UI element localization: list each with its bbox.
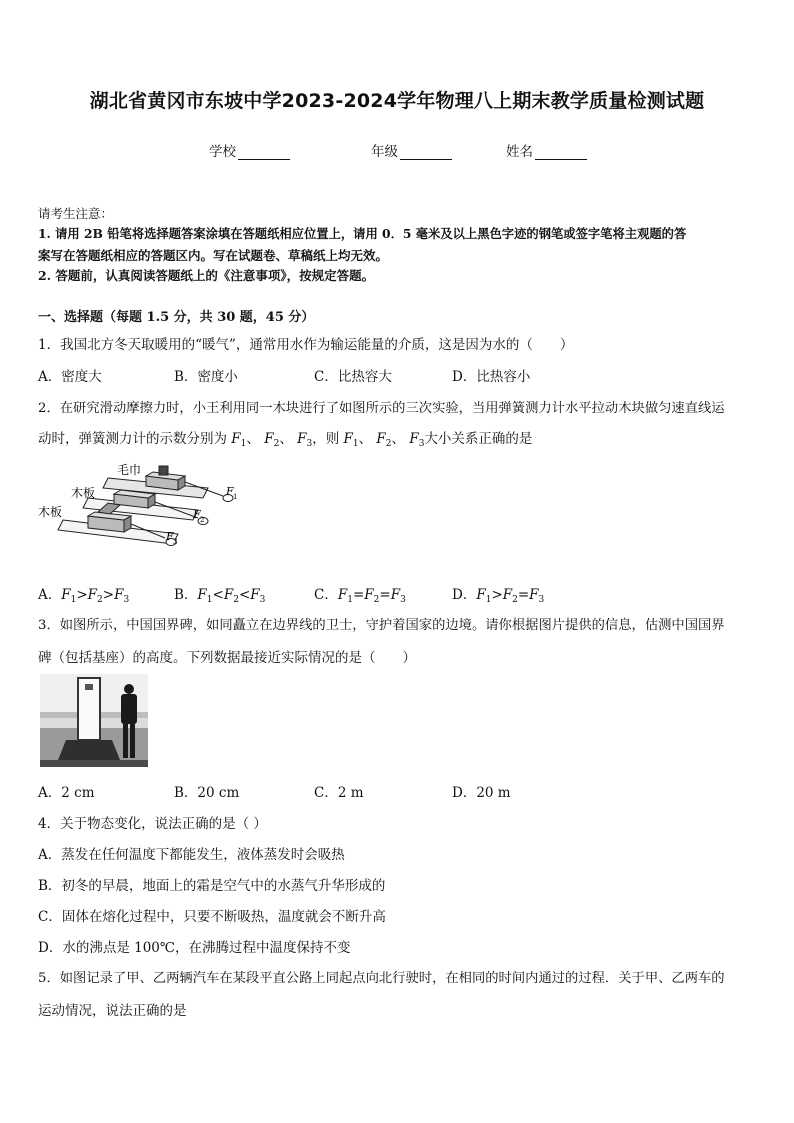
name-label: 姓名 xyxy=(506,144,533,160)
name-field xyxy=(506,140,587,160)
grade-field xyxy=(371,140,452,160)
q1-option-a[interactable]: A．密度大 xyxy=(38,369,102,385)
q2-option-d[interactable]: D．$F_1>F_2=F_3$ xyxy=(452,587,545,605)
notice-heading: 请考生注意： xyxy=(38,206,114,221)
q5-stem-line2: 运动情况，说法正确的是 xyxy=(38,1003,187,1019)
q3-option-a[interactable]: A．2 cm xyxy=(38,785,95,801)
q4-option-c[interactable]: C．固体在熔化过程中，只要不断吸热，温度就会不断升高 xyxy=(38,909,386,925)
q2-option-a[interactable]: A．$F_1>F_2>F_3$ xyxy=(38,587,130,605)
q3-option-d[interactable]: D．20 m xyxy=(452,785,511,801)
q4-stem: 4．关于物态变化，说法正确的是（ ） xyxy=(38,816,267,832)
q1-option-b[interactable]: B．密度小 xyxy=(174,369,238,385)
label-wood-2: 木板 xyxy=(38,505,63,519)
school-label: 学校 xyxy=(209,144,236,160)
section-heading: 一、选择题（每题 1.5 分，共 30 题，45 分） xyxy=(38,310,315,325)
q3-boundary-photo xyxy=(40,674,148,767)
q4-option-b[interactable]: B．初冬的早晨，地面上的霜是空气中的水蒸气升华形成的 xyxy=(38,878,386,894)
page-title: 湖北省黄冈市东坡中学2023-2024学年物理八上期末教学质量检测试题 xyxy=(89,90,705,112)
label-wood-1: 木板 xyxy=(71,486,96,500)
name-blank[interactable] xyxy=(535,145,587,160)
q1-option-c[interactable]: C．比热容大 xyxy=(314,369,392,385)
q4-option-d[interactable]: D．水的沸点是 100℃，在沸腾过程中温度保持不变 xyxy=(38,940,351,956)
label-towel: 毛巾 xyxy=(117,463,142,477)
q3-stem-line2: 碑（包括基座）的高度。下列数据最接近实际情况的是（ ） xyxy=(38,650,416,666)
label-f1-sub: 1 xyxy=(233,493,238,501)
label-f2-sub: 2 xyxy=(200,516,205,524)
school-blank[interactable] xyxy=(238,145,290,160)
grade-blank[interactable] xyxy=(400,145,452,160)
q3-option-b[interactable]: B．20 cm xyxy=(174,785,240,801)
q5-stem-line1: 5．如图记录了甲、乙两辆汽车在某段平直公路上同起点向北行驶时，在相同的时间内通过的过程．关于甲、乙两车的 xyxy=(38,971,725,986)
grade-label: 年级 xyxy=(371,144,398,160)
label-f3-sub: 3 xyxy=(173,538,178,546)
q2-friction-figure xyxy=(38,458,248,570)
label-f1: F xyxy=(226,485,234,498)
label-f3: F xyxy=(166,530,174,543)
school-field xyxy=(209,140,290,160)
q3-option-c[interactable]: C．2 m xyxy=(314,785,364,801)
q3-stem-line1: 3．如图所示，中国国界碑，如同矗立在边界线的卫士，守护着国家的边境。请你根据图片提供的信息，估测中国国界 xyxy=(38,618,725,633)
q1-option-d[interactable]: D．比热容小 xyxy=(452,369,531,385)
label-f2: F xyxy=(193,508,201,521)
q1-stem: 1．我国北方冬天取暖用的“暖气”，通常用水作为输运能量的介质，这是因为水的（ ） xyxy=(38,337,574,353)
q2-stem-line1: 2．在研究滑动摩擦力时，小王利用同一木块进行了如图所示的三次实验，当用弹簧测力计水平拉动木块做匀速直线运 xyxy=(38,401,725,416)
notice-line-1b: 案写在答题纸相应的答题区内。写在试题卷、草稿纸上均无效。 xyxy=(38,248,389,263)
q2-option-b[interactable]: B．$F_1<F_2<F_3$ xyxy=(174,587,266,605)
q2-stem-line2: 动时，弹簧测力计的示数分别为 $F_1$、 $F_2$、 $F_3$，则 $F_1$、 $F_2$、 $F_3$大小关系正确的是 xyxy=(38,431,533,449)
q2-option-c[interactable]: C．$F_1=F_2=F_3$ xyxy=(314,587,406,605)
q4-option-a[interactable]: A．蒸发在任何温度下都能发生，液体蒸发时会吸热 xyxy=(38,847,345,863)
notice-line-2: 2. 答题前，认真阅读答题纸上的《注意事项》，按规定答题。 xyxy=(38,268,375,283)
notice-line-1a: 1. 请用 2B 铅笔将选择题答案涂填在答题纸相应位置上，请用 0．5 毫米及以上黑色字迹的钢笔或签字笔将主观题的答 xyxy=(38,226,687,241)
